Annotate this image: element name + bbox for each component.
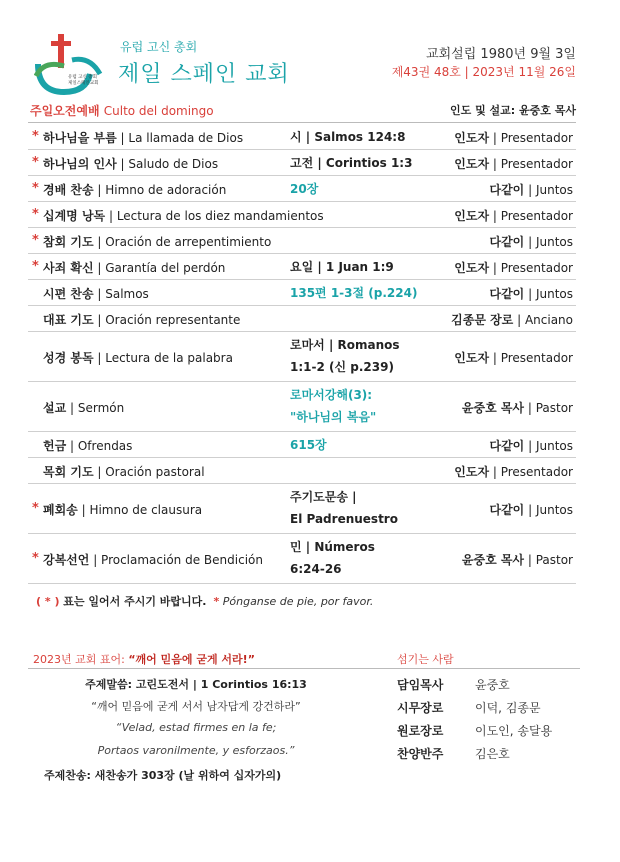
- issue-info: 제43권 48호 | 2023년 11월 26일: [391, 65, 576, 79]
- scripture-ref-line: 1:1-2 (신 p.239): [290, 360, 394, 374]
- theme-hymn: 주제찬송: 새찬송가 303장 (날 위하여 십자가의): [44, 769, 282, 782]
- scripture-ref-line: 민 | Números: [290, 540, 375, 554]
- service-title: [30, 102, 214, 119]
- service-title-ko: 주일오전예배: [30, 104, 100, 118]
- scripture-ref-line: 주기도문송 |: [290, 490, 357, 504]
- scripture-ref: [290, 486, 398, 530]
- item-name-ko: 십계명 낭독: [43, 209, 106, 223]
- presenter: [489, 285, 573, 302]
- standing-star: *: [32, 155, 39, 170]
- scripture-ref: [290, 334, 400, 378]
- servant-item: [397, 676, 510, 693]
- item-name-ko: 목회 기도: [43, 465, 94, 479]
- theme-verse: 주제말씀: 고린도전서 | 1 Corintios 16:13: [85, 678, 307, 691]
- servant-names: 이덕, 김종문: [475, 701, 541, 715]
- scripture-ref: [290, 282, 417, 304]
- presenter-es: | Presentador: [489, 157, 573, 171]
- item-name-es: | Saludo de Dios: [116, 157, 219, 171]
- scripture-ref-line: 시 | Salmos 124:8: [290, 130, 406, 144]
- servant-names: 윤중호: [475, 678, 510, 692]
- servant-names: 이도인, 송달용: [475, 724, 553, 738]
- presenter-ko: 인도자: [454, 209, 490, 223]
- item-name-es: | Ofrendas: [66, 439, 133, 453]
- presenter-ko: 다같이: [489, 183, 525, 197]
- presenter-ko: 다같이: [489, 439, 525, 453]
- item-name-es: | La llamada de Dios: [116, 131, 244, 145]
- item-name-es: | Himno de adoración: [93, 183, 227, 197]
- logo-text-2: 제일스페인교회: [68, 81, 99, 86]
- item-name-ko: 시편 찬송: [43, 287, 94, 301]
- servants-title: 섬기는 사람: [397, 653, 454, 666]
- presenter-es: | Presentador: [489, 465, 573, 479]
- presenter-ko: 인도자: [454, 261, 490, 275]
- scripture-ref-line: 요일 | 1 Juan 1:9: [290, 260, 394, 274]
- worship-item-name: [43, 349, 233, 366]
- worship-row: [28, 484, 576, 534]
- theme-verse-ko: “깨어 믿음에 굳게 서서 남자답게 강건하라”: [91, 700, 301, 713]
- item-name-ko: 경배 찬송: [43, 183, 94, 197]
- servant-item: [397, 699, 541, 716]
- presenter-ko: 인도자: [454, 157, 490, 171]
- presenter-es: | Pastor: [524, 401, 573, 415]
- worship-row: [28, 534, 576, 584]
- presenter-ko: 인도자: [454, 351, 490, 365]
- scripture-ref: [290, 434, 327, 456]
- presenter: [489, 233, 573, 250]
- worship-item-name: [43, 259, 225, 276]
- servant-item: [397, 722, 552, 739]
- scripture-ref-line: 고전 | Corintios 1:3: [290, 156, 413, 170]
- worship-item-name: [43, 437, 132, 454]
- worship-item-name: [43, 399, 124, 416]
- presenter-ko: 김종문 장로: [451, 313, 514, 327]
- presenter-es: | Juntos: [524, 503, 573, 517]
- scripture-ref-line: 로마서 | Romanos: [290, 338, 400, 352]
- item-name-ko: 성경 봉독: [43, 351, 94, 365]
- item-name-es: | Himno de clausura: [77, 503, 203, 517]
- scripture-ref: [290, 152, 412, 174]
- service-leader: 인도 및 설교: 윤중호 목사: [450, 104, 576, 117]
- worship-row: [28, 124, 576, 150]
- theme-verse-es-line2: Portaos varonilmente, y esforzaos.”: [97, 744, 295, 757]
- presenter-ko: 윤중호 목사: [461, 401, 525, 415]
- worship-row: [28, 254, 576, 280]
- worship-row: [28, 202, 576, 228]
- standing-star: *: [32, 501, 39, 516]
- servant-role: 찬양반주: [397, 747, 444, 761]
- item-name-es: | Sermón: [66, 401, 125, 415]
- standing-note: [36, 593, 373, 609]
- org-name: 유럽 고신 총회: [120, 40, 198, 54]
- item-name-es: | Garantía del perdón: [93, 261, 226, 275]
- item-name-ko: 대표 기도: [43, 313, 94, 327]
- church-logo: [34, 34, 104, 96]
- theme-verse-es-line1: “Velad, estad firmes en la fe;: [115, 721, 277, 734]
- item-name-es: | Oración de arrepentimiento: [93, 235, 272, 249]
- presenter: [454, 155, 573, 172]
- scripture-ref-line: 135편 1-3절 (p.224): [290, 286, 418, 300]
- standing-star: *: [32, 259, 39, 274]
- worship-row: [28, 432, 576, 458]
- presenter-ko: 다같이: [489, 287, 525, 301]
- presenter: [454, 463, 573, 480]
- item-name-es: | Lectura de los diez mandamientos: [105, 209, 324, 223]
- item-name-ko: 하나님을 부름: [43, 131, 117, 145]
- worship-row: [28, 332, 576, 382]
- worship-item-name: [43, 311, 240, 328]
- worship-row: [28, 150, 576, 176]
- scripture-ref: [290, 256, 394, 278]
- presenter-es: | Anciano: [513, 313, 573, 327]
- worship-item-name: [43, 501, 202, 518]
- item-name-ko: 폐회송: [43, 503, 78, 517]
- logo-text-1: 유럽 고신 총회: [68, 75, 97, 80]
- presenter-ko: 인도자: [454, 131, 490, 145]
- scripture-ref-line: 615장: [290, 438, 327, 452]
- presenter: [489, 181, 573, 198]
- standing-star: *: [32, 207, 39, 222]
- divider: [28, 668, 580, 669]
- church-name: 제일 스페인 교회: [118, 62, 290, 87]
- item-name-ko: 참회 기도: [43, 235, 94, 249]
- worship-row: [28, 306, 576, 332]
- scripture-ref-line: 6:24-26: [290, 562, 342, 576]
- presenter: [489, 501, 573, 518]
- presenter: [451, 311, 573, 328]
- motto-header: [33, 651, 255, 667]
- presenter: [462, 399, 573, 416]
- item-name-ko: 헌금: [43, 439, 67, 453]
- servant-role: 시무장로: [397, 701, 444, 715]
- worship-item-name: [43, 207, 324, 224]
- presenter: [462, 551, 573, 568]
- servant-names: 김은호: [475, 747, 510, 761]
- scripture-ref-line: El Padrenuestro: [290, 512, 398, 526]
- item-name-es: | Salmos: [93, 287, 149, 301]
- divider: [28, 122, 576, 123]
- service-title-es: Culto del domingo: [103, 104, 214, 118]
- servant-item: [397, 745, 510, 762]
- worship-item-name: [43, 129, 243, 146]
- presenter-es: | Pastor: [524, 553, 573, 567]
- note-es-star: *: [213, 595, 220, 608]
- worship-item-name: [43, 181, 226, 198]
- scripture-ref-line: 20장: [290, 182, 319, 196]
- established-date: 교회설립 1980년 9월 3일: [426, 47, 576, 62]
- item-name-ko: 하나님의 인사: [43, 157, 117, 171]
- scripture-ref: [290, 126, 405, 148]
- presenter: [454, 259, 573, 276]
- presenter-ko: 윤중호 목사: [461, 553, 525, 567]
- presenter-es: | Juntos: [524, 235, 573, 249]
- item-name-ko: 설교: [43, 401, 67, 415]
- presenter-es: | Presentador: [489, 131, 573, 145]
- presenter-ko: 다같이: [489, 235, 525, 249]
- motto-text: “깨어 믿음에 굳게 서라!”: [128, 653, 255, 666]
- worship-row: [28, 458, 576, 484]
- item-name-ko: 강복선언: [43, 553, 90, 567]
- worship-item-name: [43, 551, 263, 568]
- worship-item-name: [43, 285, 149, 302]
- standing-star: *: [32, 181, 39, 196]
- scripture-ref-line: "하나님의 복음": [290, 410, 377, 424]
- worship-item-name: [43, 233, 271, 250]
- worship-item-name: [43, 463, 205, 480]
- item-name-es: | Oración representante: [93, 313, 241, 327]
- presenter: [454, 207, 573, 224]
- item-name-es: | Lectura de la palabra: [93, 351, 233, 365]
- presenter-ko: 인도자: [454, 465, 490, 479]
- scripture-ref: [290, 178, 318, 200]
- worship-row: [28, 176, 576, 202]
- presenter: [454, 129, 573, 146]
- servant-role: 원로장로: [397, 724, 444, 738]
- presenter-es: | Juntos: [524, 183, 573, 197]
- item-name-es: | Oración pastoral: [93, 465, 205, 479]
- presenter-ko: 다같이: [489, 503, 525, 517]
- motto-label: 2023년 교회 표어:: [33, 653, 129, 666]
- worship-row: [28, 382, 576, 432]
- scripture-ref: [290, 536, 375, 580]
- presenter: [454, 349, 573, 366]
- presenter-es: | Juntos: [524, 287, 573, 301]
- item-name-es: | Proclamación de Bendición: [89, 553, 263, 567]
- presenter-es: | Presentador: [489, 209, 573, 223]
- worship-row: [28, 280, 576, 306]
- servant-role: 담임목사: [397, 678, 444, 692]
- standing-star: *: [32, 129, 39, 144]
- standing-star: *: [32, 233, 39, 248]
- worship-item-name: [43, 155, 218, 172]
- presenter-es: | Juntos: [524, 439, 573, 453]
- presenter: [489, 437, 573, 454]
- presenter-es: | Presentador: [489, 351, 573, 365]
- item-name-ko: 사죄 확신: [43, 261, 94, 275]
- note-es: Pónganse de pie, por favor.: [219, 595, 374, 608]
- note-star: ( * ): [36, 595, 60, 608]
- note-ko: 표는 일어서 주시기 바랍니다.: [59, 595, 207, 608]
- presenter-es: | Presentador: [489, 261, 573, 275]
- standing-star: *: [32, 551, 39, 566]
- worship-row: [28, 228, 576, 254]
- scripture-ref-line: 로마서강해(3):: [290, 388, 373, 402]
- scripture-ref: [290, 384, 376, 428]
